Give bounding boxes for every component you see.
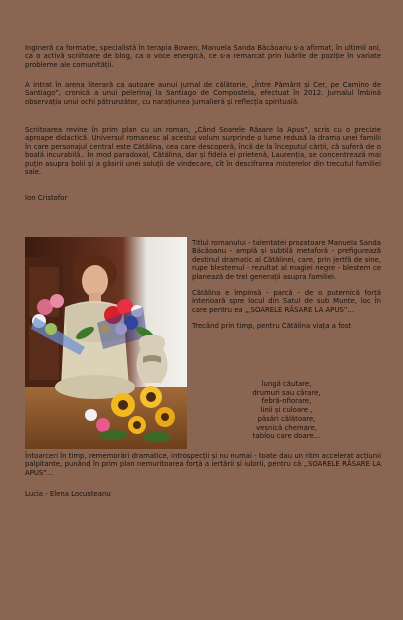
portrait-with-flowers-photo xyxy=(25,237,187,449)
poem-block xyxy=(192,380,381,441)
signature-lucia-elena-locusteanu: Lucia - Elena Locusteanu xyxy=(25,490,111,498)
author-photo xyxy=(25,237,187,449)
intro-paragraph-1: Ingineră ca formație, specialistă în terapia Bowen, Manuela Sanda Băcăoanu s-a afirmat, în ultimii ani, ca o activă scriitoare de blog, ca o voce energică, ce s-a remarcat prin luările de poziție în variate probleme ale comunității. xyxy=(25,44,381,69)
side-paragraph-1: Titlul romanului - talentatei prozatoare Manuela Sanda Băcăoanu - amplă și subtilă metaforă - prefigurează destinul dramatic al Cătălinei, care, prin jertfă de sine, rupe blestemul - rezultat al magiei negre - blestem ce planează de trei generații asupra familiei. xyxy=(192,239,381,281)
poem-line: veșnică chemare, xyxy=(256,423,317,432)
book-review-page xyxy=(25,0,381,620)
side-paragraph-3: Trecând prin timp, pentru Cătălina viața a fost xyxy=(192,322,352,331)
poem-line: tablou care doare... xyxy=(252,432,321,441)
poem-line: febră-nfiorare, xyxy=(261,397,312,406)
poem-line: drumuri sau cărare, xyxy=(252,388,321,397)
intro-paragraph-2: A intrat în arena literară ca autoare aunui jurnal de călătorie, „Între Pământ și Cer, pe Camino de Santiago”, cronică a unui pelerinaj la Santiago de Compostela, efectuat în 2012. Jurnalul îmbină observația unui ochi pătrunzător, cu narațiunea jurnalieră și reflecția spirituală. xyxy=(25,81,381,106)
poem-line: păsări călătoare, xyxy=(257,414,316,423)
signature-ion-cristofor: Ion Cristofor xyxy=(25,194,68,202)
poem-line: lungă căutare, xyxy=(261,380,312,388)
book-description xyxy=(192,239,381,339)
intro-paragraph-3: Scriitoarea revine în prim plan cu un roman, „Când Soarele Răsare la Apus”, scris cu o precizie aproape didactică. Universul romanesc al acestui volum surprinde o lume redusă la drama unei familii în care personajul central este Cătălina, cea care descoperă, încă de la începutul cărții, că suferă de o boală incurabilă.. În mod paradoxal, Cătălina, dar și fidela ei prietenă, Laurenția, se concentrează mai puțin asupra bolii și a găsirii unei soluții de vindecare, cît în descifrarea misterelor din trecutul familiei sale. xyxy=(25,126,381,177)
outro-paragraph: Întoarceri în timp, rememorări dramatice, introspecții și nu numai - toate dau un ritm accelerat acțiunii palpitante, punând în prim plan nemuritoarea forță a iertării și iubirii, pentru că ,,SOARELE RĂSARE LA APUS”... xyxy=(25,452,381,477)
poem-line: linii și culoare , xyxy=(260,406,313,415)
side-paragraph-2: Cătălina e împinsă - parcă - de o puternică forță interioară spre locul din Satul de sub Munte, loc în care pentru ea „,SOARELE RĂSARE LA APUS”... xyxy=(192,289,381,314)
